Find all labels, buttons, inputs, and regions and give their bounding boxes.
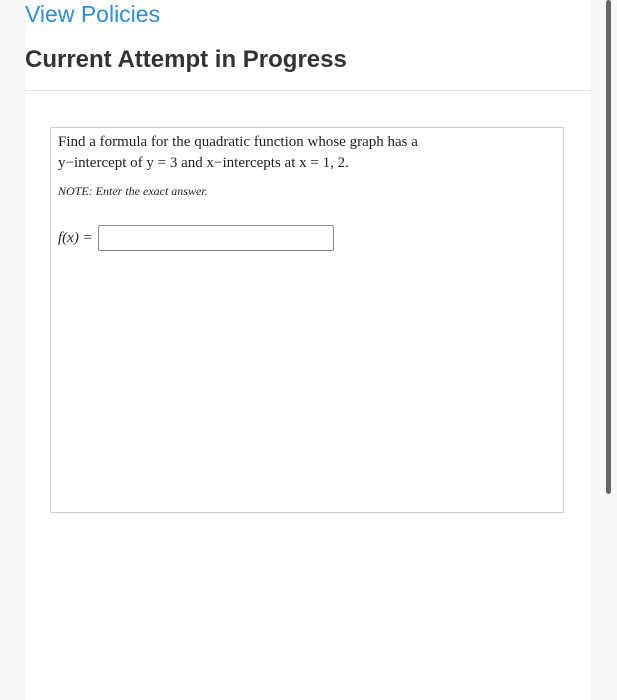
scrollbar-thumb[interactable]	[606, 0, 611, 494]
page-title: Current Attempt in Progress	[25, 46, 347, 73]
question-box	[50, 127, 564, 513]
question-note: NOTE: Enter the exact answer.	[58, 184, 208, 198]
answer-label: f(x) =	[58, 229, 93, 246]
answer-row	[58, 225, 334, 251]
question-text-line-2: y−intercept of y = 3 and x−intercepts at x = 1, 2.	[58, 155, 349, 171]
divider	[25, 90, 591, 91]
view-policies-link[interactable]: View Policies	[25, 1, 161, 27]
answer-input[interactable]	[98, 225, 334, 251]
question-text-line-1: Find a formula for the quadratic function whose graph has a	[58, 134, 418, 150]
